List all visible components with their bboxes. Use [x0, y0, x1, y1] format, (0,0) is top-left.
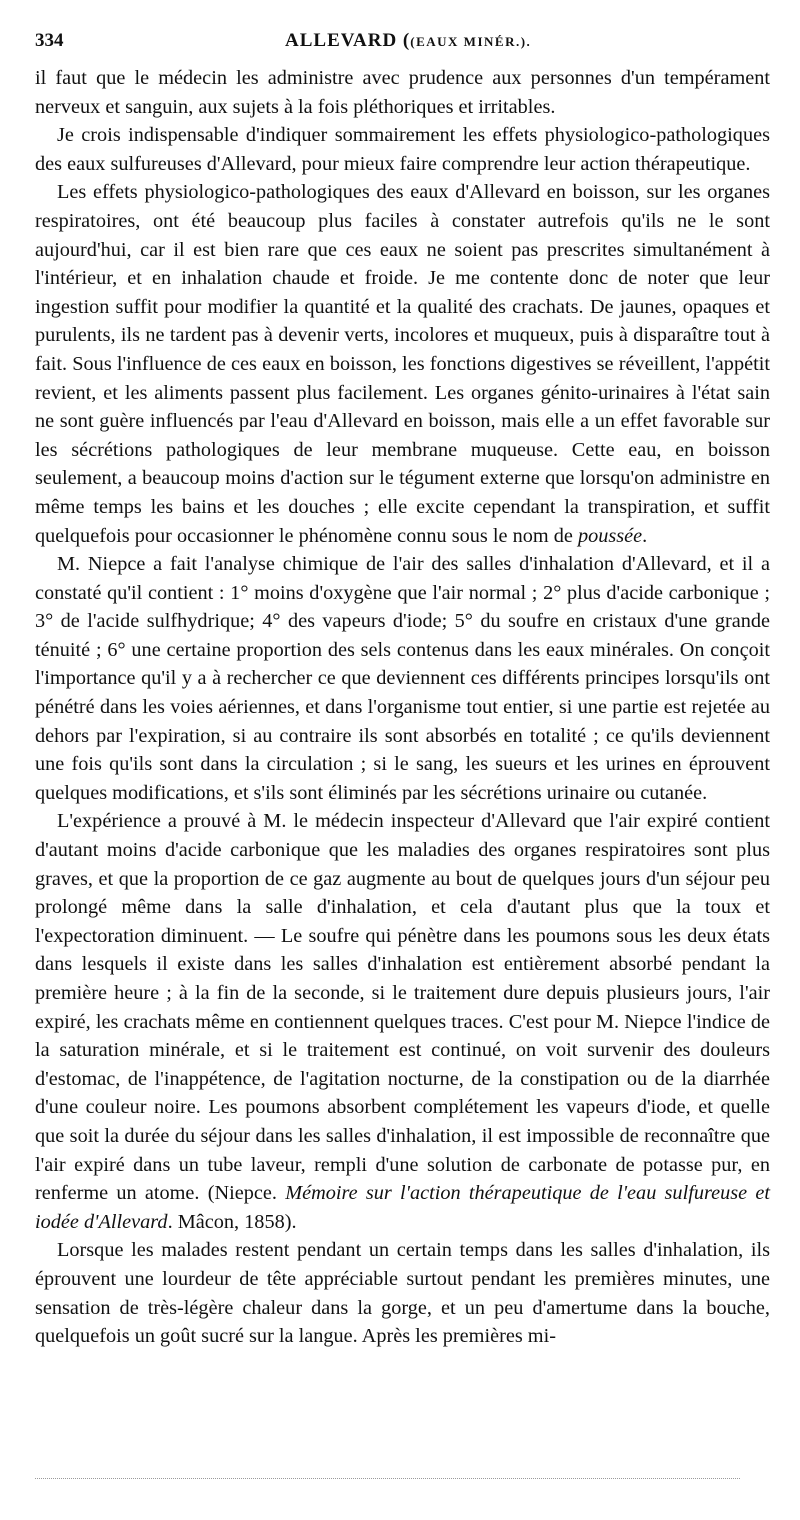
running-subtitle: (EAUX MINÉR.).: [410, 34, 532, 49]
page-header: [35, 30, 770, 60]
paragraph-text: Je crois indispensable d'indiquer sommairement les effets physiologico-pathologiques des eaux sulfureuses d'Allevard, pour mieux faire comprendre leur action thérapeutique.: [35, 124, 770, 175]
paragraph: [35, 550, 770, 807]
running-title: ALLEVARD (: [285, 30, 411, 51]
paragraph-text: L'expérience a prouvé à M. le médecin inspecteur d'Allevard que l'air expiré contient d'autant moins d'acide carbonique que les maladies des organes respiratoires sont plus graves, et que la proportion de ce gaz augmente au bout de quelques jours d'un séjour peu prolongé même dans la salle d'inhalation, et cela d'autant plus que la toux et l'expectoration diminuent. — Le soufre qui pénètre dans les poumons sous les deux états dans lesquels il existe dans les salles d'inhalation est entièrement absorbé pendant la première heure ; à la fin de la seconde, si le traitement dure depuis plusieurs jours, l'air expiré, les crachats même en contiennent quelques traces. C'est pour M. Niepce l'indice de la saturation minérale, et si le traitement est continué, on voit survenir des douleurs d'estomac, de l'inappétence, de l'agitation nocturne, de la constipation ou de la diarrhée d'une couleur noire. Les poumons absorbent complétement les vapeurs d'iode, et quelle que soit la durée du séjour dans les salles d'inhalation, il est impossible de reconnaître que l'air expiré dans un tube laveur, rempli d'une solution de carbonate de potasse pur, en renferme un atome. (Niepce.: [35, 810, 770, 1205]
paragraph-continuation: [35, 64, 770, 121]
paragraph-text-end: . Mâcon, 1858).: [167, 1210, 297, 1233]
paragraph: [35, 121, 770, 178]
citation-title: Mémoire sur l'action thérapeutique de l'eau sulfureuse et iodée d'Allevard: [35, 1182, 771, 1233]
italic-term: poussée: [577, 524, 643, 547]
paragraph-text: Les effets physiologico-pathologiques des eaux d'Allevard en boisson, sur les organes respiratoires, ont été beaucoup plus faciles à constater autrefois qu'ils ne le sont aujourd'hui, car il est bien rare que ces eaux ne soient pas prescrites simultanément à l'intérieur, et en inhalation chaude et froide. Je me contente donc de noter que leur ingestion suffit pour modifier la quantité et la qualité des crachats. De jaunes, opaques et purulents, ils ne tardent pas à devenir verts, incolores et muqueux, puis à disparaître tout à fait. Sous l'influence de ces eaux en boisson, les fonctions digestives se réveillent, l'appétit revient, et les aliments passent plus facilement. Les organes génito-urinaires à l'état sain ne sont guère influencés par l'eau d'Allevard en boisson, mais elle a un effet favorable sur les sécrétions pathologiques de leur membrane muqueuse. Cette eau, en boisson seulement, a beaucoup moins d'action sur le tégument externe que lorsqu'on administre en même temps les bains et les douches ; elle excite cependant la transpiration, et suffit quelquefois pour occasionner le phénomène connu sous le nom de: [35, 181, 770, 547]
page-number: 334: [35, 30, 64, 51]
paragraph-text: Lorsque les malades restent pendant un certain temps dans les salles d'inhalation, ils éprouvent une lourdeur de tête appréciable surtout pendant les premières minutes, une sensation de très-légère chaleur dans la gorge, et un peu d'amertume dans la bouche, quelquefois un goût sucré sur la langue. Après les premières mi-: [35, 1239, 770, 1348]
paragraph: [35, 178, 770, 550]
footer-rule: [35, 1478, 740, 1479]
paragraph-text: il faut que le médecin les administre avec prudence aux personnes d'un tempérament nerveux et sanguin, aux sujets à la fois pléthoriques et irritables.: [35, 67, 770, 118]
paragraph: [35, 1236, 770, 1350]
body-text: [35, 64, 770, 1351]
paragraph: [35, 807, 770, 1236]
paragraph-text: M. Niepce a fait l'analyse chimique de l'air des salles d'inhalation d'Allevard, et il a constaté qu'il contient : 1° moins d'oxygène que l'air normal ; 2° plus d'acide carbonique ; 3° de l'acide sulfhydrique; 4° des vapeurs d'iode; 5° du soufre en cristaux d'une grande ténuité ; 6° une certaine proportion des sels contenus dans les eaux minérales. On conçoit l'importance qu'il y a à rechercher ce que deviennent ces différents principes lorsqu'ils ont pénétré dans les voies aériennes, et dans l'organisme tout entier, si une partie est rejetée au dehors par l'expiration, si au contraire ils sont absorbés en totalité ; ce qu'ils deviennent une fois qu'ils sont dans la circulation ; si le sang, les sueurs et les urines en éprouvent quelques modifications, et s'ils sont éliminés par les sécrétions urinaire ou cutanée.: [35, 553, 770, 804]
paragraph-text-end: .: [642, 524, 648, 547]
